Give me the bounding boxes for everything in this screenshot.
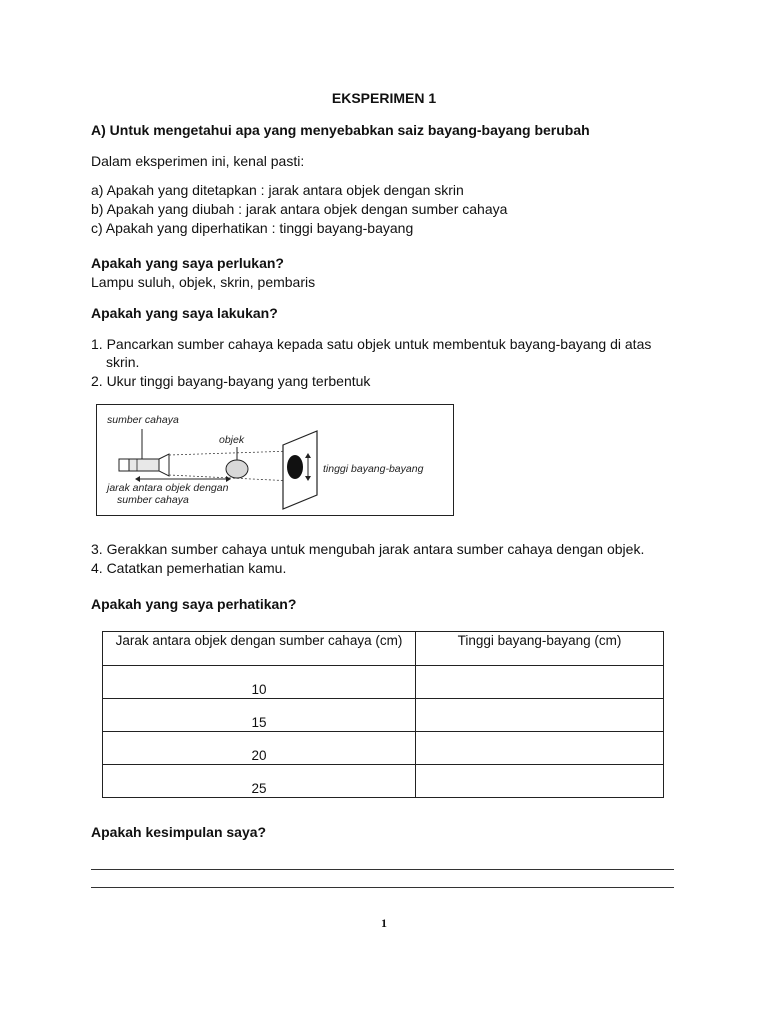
variable-observed: c) Apakah yang diperhatikan : tinggi bayang-bayang: [91, 220, 414, 236]
table-header-row: [103, 632, 664, 666]
need-items: Lampu suluh, objek, skrin, pembaris: [91, 274, 316, 290]
table-cell-distance: 15: [103, 699, 416, 732]
variable-changed: b) Apakah yang diubah : jarak antara objek dengan sumber cahaya: [91, 201, 508, 217]
table-header-shadow-height: Tinggi bayang-bayang (cm): [416, 632, 664, 666]
conclusion-heading: Apakah kesimpulan saya?: [91, 824, 267, 840]
table-row: [103, 666, 664, 699]
step-2: 2. Ukur tinggi bayang-bayang yang terbentuk: [91, 373, 371, 389]
page-title: EKSPERIMEN 1: [331, 90, 437, 106]
variable-fixed: a) Apakah yang ditetapkan : jarak antara objek dengan skrin: [91, 182, 464, 198]
observe-heading: Apakah yang saya perhatikan?: [91, 596, 297, 612]
step-3: 3. Gerakkan sumber cahaya untuk mengubah jarak antara sumber cahaya dengan objek.: [91, 541, 645, 557]
section-a-heading: A) Untuk mengetahui apa yang menyebabkan saiz bayang-bayang berubah: [91, 122, 590, 138]
step-1-continued: skrin.: [106, 354, 140, 370]
table-row: [103, 765, 664, 798]
do-heading: Apakah yang saya lakukan?: [91, 305, 278, 321]
label-object: objek: [219, 434, 245, 446]
step-4: 4. Catatkan pemerhatian kamu.: [91, 560, 287, 576]
table-cell-distance: 20: [103, 732, 416, 765]
experiment-diagram: [96, 404, 454, 516]
table-cell-distance: 25: [103, 765, 416, 798]
label-distance-line-2: sumber cahaya: [117, 494, 189, 506]
answer-line-1[interactable]: [91, 869, 674, 870]
shadow-icon: [287, 455, 303, 479]
table-cell-shadow-height[interactable]: [416, 699, 664, 732]
object-icon: [226, 460, 248, 478]
table-cell-shadow-height[interactable]: [416, 732, 664, 765]
table-row: [103, 732, 664, 765]
need-heading: Apakah yang saya perlukan?: [91, 255, 284, 271]
observation-table: [102, 631, 664, 798]
step-1: 1. Pancarkan sumber cahaya kepada satu objek untuk membentuk bayang-bayang di atas: [91, 336, 652, 352]
page-number: 1: [381, 916, 387, 930]
table-header-distance: Jarak antara objek dengan sumber cahaya (cm): [103, 632, 416, 666]
label-distance-line-1: jarak antara objek dengan: [107, 482, 229, 494]
label-shadow-height: tinggi bayang-bayang: [323, 463, 424, 475]
table-cell-shadow-height[interactable]: [416, 765, 664, 798]
table-row: [103, 699, 664, 732]
intro-text: Dalam eksperimen ini, kenal pasti:: [91, 153, 305, 169]
label-light-source: sumber cahaya: [107, 414, 179, 426]
table-cell-shadow-height[interactable]: [416, 666, 664, 699]
answer-line-2[interactable]: [91, 887, 674, 888]
table-cell-distance: 10: [103, 666, 416, 699]
flashlight-icon: [119, 454, 169, 476]
